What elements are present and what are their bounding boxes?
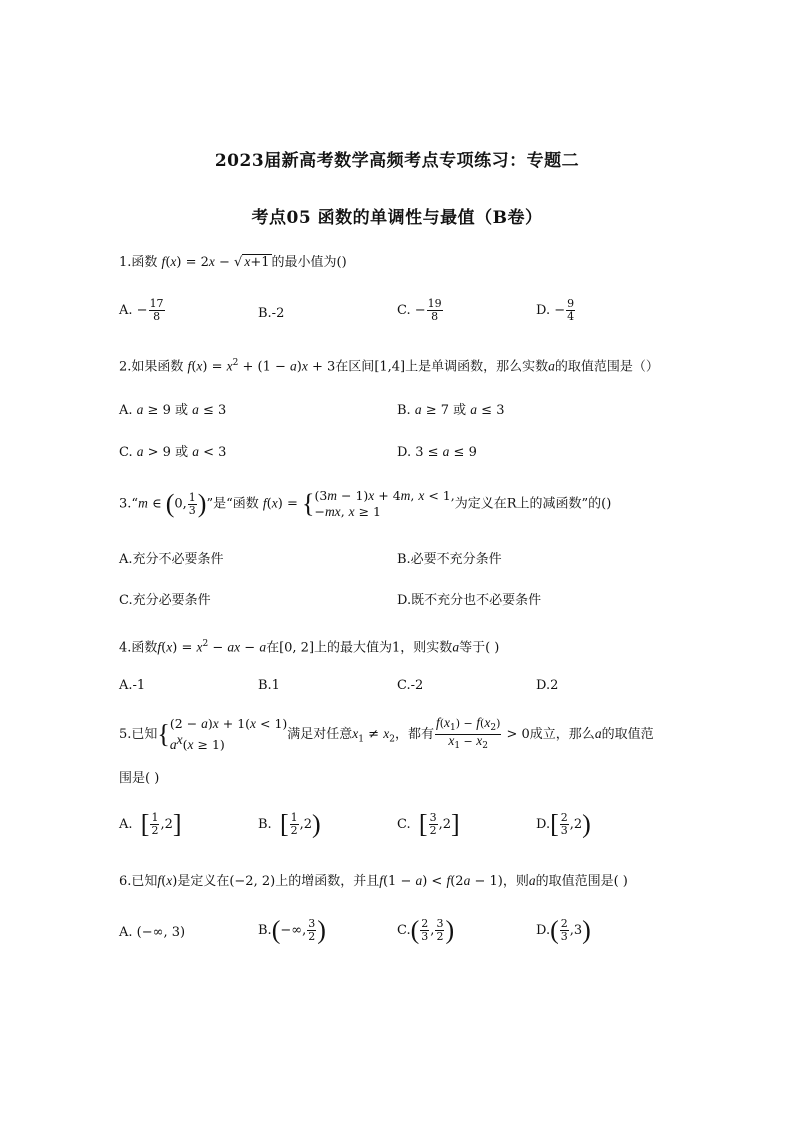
formula: f bbox=[161, 254, 166, 269]
question-1: 1.函数 f(x) = 2x − √ x+1 的最小值为() bbox=[119, 254, 347, 270]
question-5: 5.已知{ (2 − a)x + 1(x < 1) $a^x(x \ge 1)$ 满足对任意$x_1 \ne x_2$，都有 $\frac{f(x_1) - f(x_2)}{x_1 - x_2}$ > 0成立，那么a的取值范 bbox=[119, 714, 654, 753]
q4-option-d: D.2 bbox=[536, 678, 559, 693]
q1-option-a: A. − $\frac{17}{8}$ bbox=[119, 297, 164, 323]
q6-option-b: B.(−∞, $\frac{3}{2}$ ) bbox=[258, 915, 326, 945]
q1-option-d: D. − $\frac{9}{4}$ bbox=[536, 297, 575, 323]
q2-option-b: B. a ≥ 7 或 a ≤ 3 bbox=[397, 402, 505, 418]
q6-option-a: A. (−∞, 3) bbox=[119, 925, 186, 940]
question-2: 2.如果函数 $f(x) = x^2 + (1 - a)x + 3$在区间[1,4]上是单调函数，那么实数a的取值范围是（） bbox=[119, 358, 659, 375]
q5-option-d: D.[ $\frac{2}{3}$ ,2) bbox=[536, 809, 591, 839]
q4-option-a: A.-1 bbox=[119, 678, 146, 693]
q2-option-c: C. a > 9 或 a < 3 bbox=[119, 444, 227, 460]
q3-option-a: A.充分不必要条件 bbox=[119, 552, 224, 567]
q6-option-c: C.( $\frac{2}{3}$ , $\frac{3}{2}$ ) bbox=[397, 915, 455, 945]
q3-option-c: C.充分必要条件 bbox=[119, 593, 211, 608]
q5-option-a: A. [ $\frac{1}{2}$ ,2] bbox=[119, 809, 182, 839]
q2-option-a: A. a ≥ 9 或 a ≤ 3 bbox=[119, 402, 227, 418]
q4-option-c: C.-2 bbox=[397, 678, 424, 693]
title-line-2: 考点05 函数的单调性与最值（B卷） bbox=[251, 208, 543, 228]
q5-option-b: B. [ $\frac{1}{2}$ ,2) bbox=[258, 809, 321, 839]
q2-option-d: D. 3 ≤ a ≤ 9 bbox=[397, 444, 477, 460]
q6-option-d: D.( $\frac{2}{3}$ ,3) bbox=[536, 915, 591, 945]
q5-option-c: C. [ $\frac{3}{2}$ ,2] bbox=[397, 809, 460, 839]
question-4: 4.函数$f(x) = x^2$ − ax − a在[0, 2]上的最大值为1，则实数a等于( ) bbox=[119, 639, 500, 656]
title-line-1: 2023届新高考数学高频考点专项练习：专题二 bbox=[214, 151, 580, 171]
q1-option-c: C. − $\frac{19}{8}$ bbox=[397, 297, 442, 323]
q1-option-b: B.-2 bbox=[258, 306, 285, 321]
q3-option-b: B.必要不充分条件 bbox=[397, 552, 502, 567]
question-5-line-2: 围是( ) bbox=[119, 771, 160, 786]
q3-option-d: D.既不充分也不必要条件 bbox=[397, 593, 542, 608]
question-6: 6.已知f(x)是定义在(−2, 2)上的增函数，并且f(1 − a) < f(2a − 1)，则a的取值范围是( ) bbox=[119, 873, 628, 889]
q4-option-b: B.1 bbox=[258, 678, 280, 693]
question-3: 3.“m ∈ (0, $\frac{1}{3}$ )”是“函数 f(x) = { (3m − 1)x + 4m, x < 1, −mx, x ≥ 1 为定义在R上的减函数”的() bbox=[119, 488, 612, 519]
